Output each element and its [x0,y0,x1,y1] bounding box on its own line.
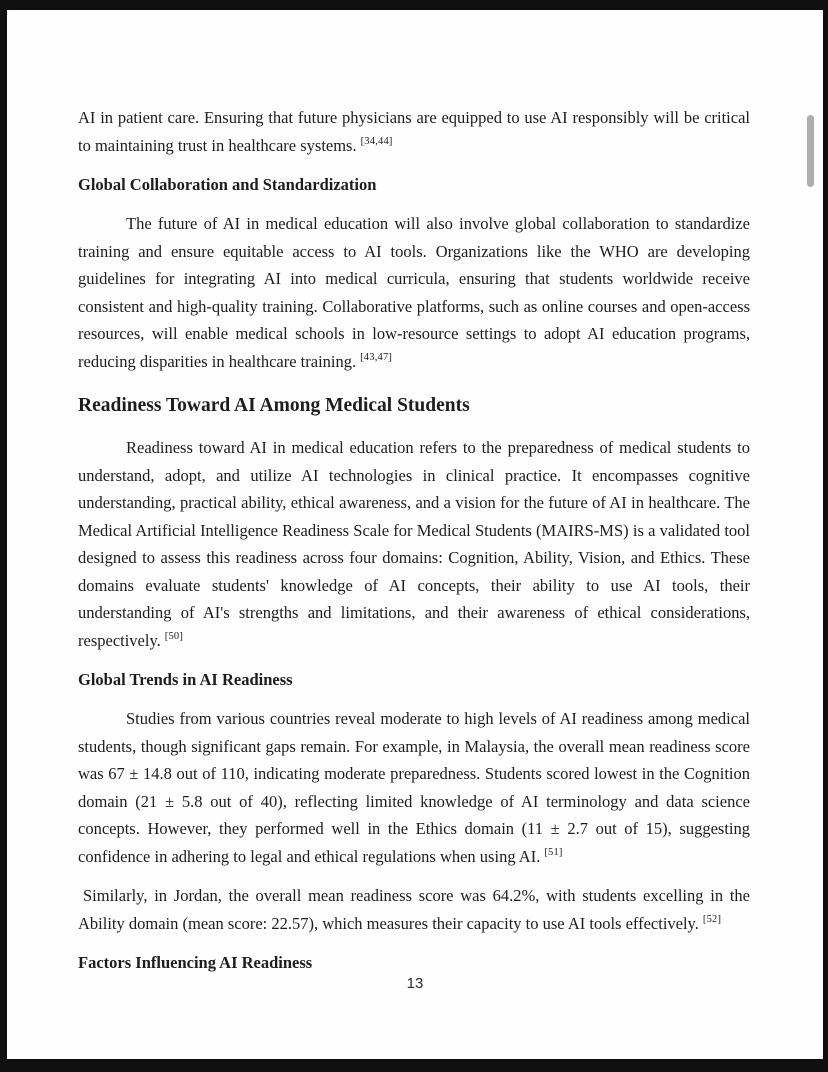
heading-global-collaboration: Global Collaboration and Standardization [78,175,377,194]
paragraph-intro-text: AI in patient care. Ensuring that future physicians are equipped to use AI responsibly will be critical to maintaining trust in healthcare systems. [78,108,750,155]
paragraph-trends [78,705,750,870]
citation-ref: [34,44] [360,136,393,147]
paragraph-intro [78,104,750,159]
citation-ref: [43,47] [360,352,393,363]
heading-factors: Factors Influencing AI Readiness [78,953,313,972]
paragraph-jordan [78,882,750,937]
paragraph-readiness-text: Readiness toward AI in medical education refers to the preparedness of medical students to understand, adopt, and utilize AI technologies in clinical practice. It encompasses cognitive understanding, practical ability, ethical awareness, and a vision for the future of AI in healthcare. The Medical Artificial Intelligence Readiness Scale for Medical Students (MAIRS-MS) is a validated tool designed to assess this readiness across four domains: Cognition, Ability, Vision, and Ethics. These domains evaluate students' knowledge of AI concepts, their ability to use AI tools, their understanding of AI's strengths and limitations, and their awareness of ethical considerations, respectively. [78,438,750,650]
section-heading-readiness: Readiness Toward AI Among Medical Students [78,395,470,416]
page-number: 13 [406,975,424,992]
paragraph-collaboration [78,210,750,375]
heading-global-trends: Global Trends in AI Readiness [78,670,293,689]
paragraph-jordan-text: Similarly, in Jordan, the overall mean readiness score was 64.2%, with students excelling in the Ability domain (mean score: 22.57), which measures their capacity to use AI tools effectively. [78,886,750,933]
paragraph-collaboration-text: The future of AI in medical education will also involve global collaboration to standardize training and ensure equitable access to AI tools. Organizations like the WHO are developing guidelines for integrating AI into medical curricula, ensuring that students worldwide receive consistent and high-quality training. Collaborative platforms, such as online courses and open-access resources, will enable medical schools in low-resource settings to adopt AI education programs, reducing disparities in healthcare training. [78,214,750,371]
paragraph-trends-text: Studies from various countries reveal moderate to high levels of AI readiness among medical students, though significant gaps remain. For example, in Malaysia, the overall mean readiness score was 67 ± 14.8 out of 110, indicating moderate preparedness. Students scored lowest in the Cognition domain (21 ± 5.8 out of 40), reflecting limited knowledge of AI terminology and data science concepts. However, they performed well in the Ethics domain (11 ± 2.7 out of 15), suggesting confidence in adhering to legal and ethical regulations when using AI. [78,709,750,866]
paragraph-readiness [78,434,750,654]
citation-ref: [50] [164,631,184,642]
document-page [7,10,823,1059]
scrollbar-thumb[interactable] [807,115,814,187]
page-content [78,104,750,988]
citation-ref: [52] [702,914,722,925]
citation-ref: [51] [544,847,563,858]
